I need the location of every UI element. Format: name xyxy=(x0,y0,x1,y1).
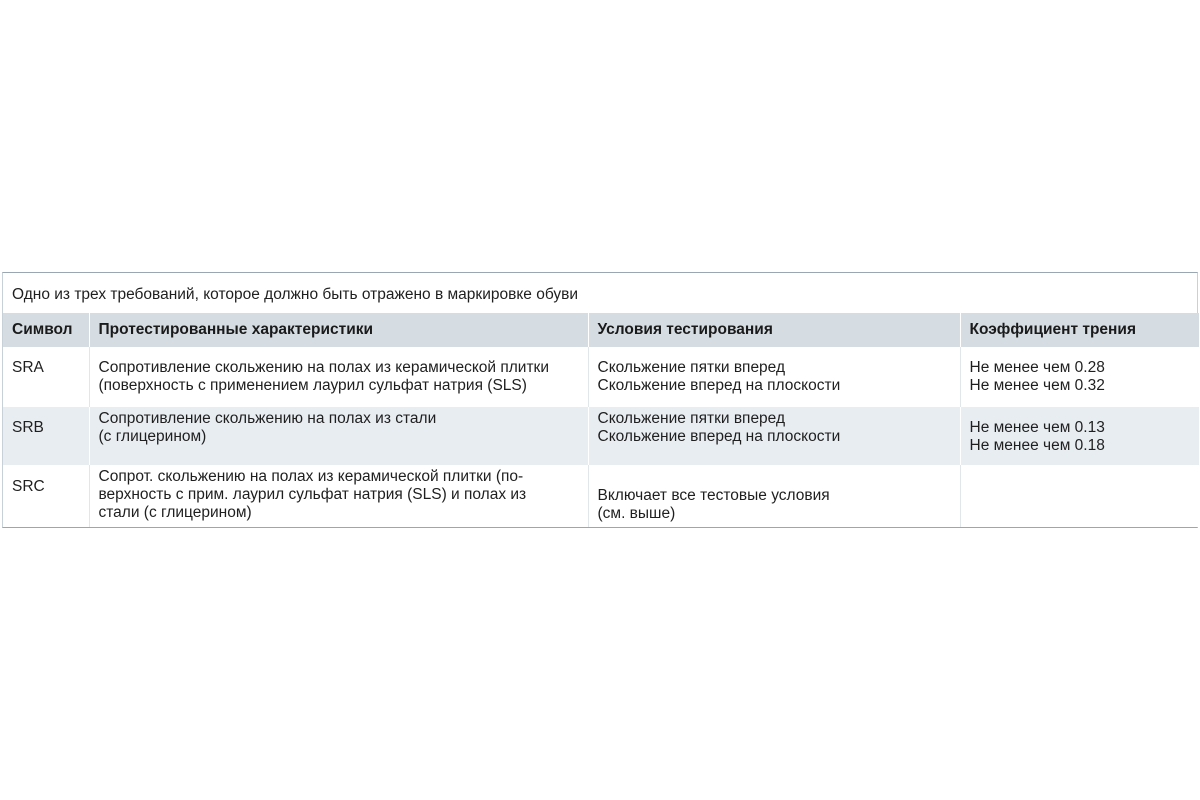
cell-conditions xyxy=(588,407,960,465)
cell-conditions xyxy=(588,347,960,407)
table-caption: Одно из трех требований, которое должно быть отражено в маркировке обуви xyxy=(3,273,1197,313)
cell-coefficient xyxy=(960,465,1199,527)
cell-symbol: SRA xyxy=(3,347,89,407)
cell-characteristics xyxy=(89,465,588,527)
characteristics-line: стали (с глицерином) xyxy=(98,504,252,521)
cell-conditions xyxy=(588,465,960,527)
cell-characteristics xyxy=(89,347,588,407)
slip-resistance-table-container xyxy=(2,272,1198,528)
header-conditions: Условия тестирования xyxy=(588,313,960,347)
characteristics-line: Сопрот. скольжению на полах из керамической плитки (по- xyxy=(98,468,524,485)
conditions-line: Включает все тестовые условия xyxy=(597,487,830,504)
coefficient-line: Не менее чем 0.13 xyxy=(969,419,1105,436)
characteristics-line: (поверхность с применением лаурил сульфат натрия (SLS) xyxy=(98,377,527,394)
coefficient-line: Не менее чем 0.18 xyxy=(969,437,1105,454)
characteristics-line: верхность с прим. лаурил сульфат натрия (SLS) и полах из xyxy=(98,486,527,503)
slip-resistance-table xyxy=(3,313,1199,527)
cell-characteristics xyxy=(89,407,588,465)
coefficient-line: Не менее чем 0.32 xyxy=(969,377,1105,394)
table-row-src xyxy=(3,465,1199,527)
table-row-sra xyxy=(3,347,1199,407)
conditions-line: Скольжение вперед на плоскости xyxy=(597,428,841,445)
cell-symbol: SRB xyxy=(3,407,89,465)
characteristics-line: Сопротивление скольжению на полах из керамической плитки xyxy=(98,359,549,376)
conditions-line: Скольжение пятки вперед xyxy=(597,359,786,376)
header-characteristics: Протестированные характеристики xyxy=(89,313,588,347)
header-symbol: Символ xyxy=(3,313,89,347)
coefficient-line: Не менее чем 0.28 xyxy=(969,359,1105,376)
header-coefficient: Коэффициент трения xyxy=(969,321,1136,338)
characteristics-line: Сопротивление скольжению на полах из стали xyxy=(98,410,437,427)
conditions-line: (см. выше) xyxy=(597,505,676,522)
cell-coefficient xyxy=(960,407,1199,465)
table-header-row xyxy=(3,313,1199,347)
table-row-srb xyxy=(3,407,1199,465)
characteristics-line: (с глицерином) xyxy=(98,428,207,445)
cell-coefficient xyxy=(960,347,1199,407)
conditions-line: Скольжение вперед на плоскости xyxy=(597,377,841,394)
cell-symbol: SRC xyxy=(3,465,89,527)
conditions-line: Скольжение пятки вперед xyxy=(597,410,786,427)
